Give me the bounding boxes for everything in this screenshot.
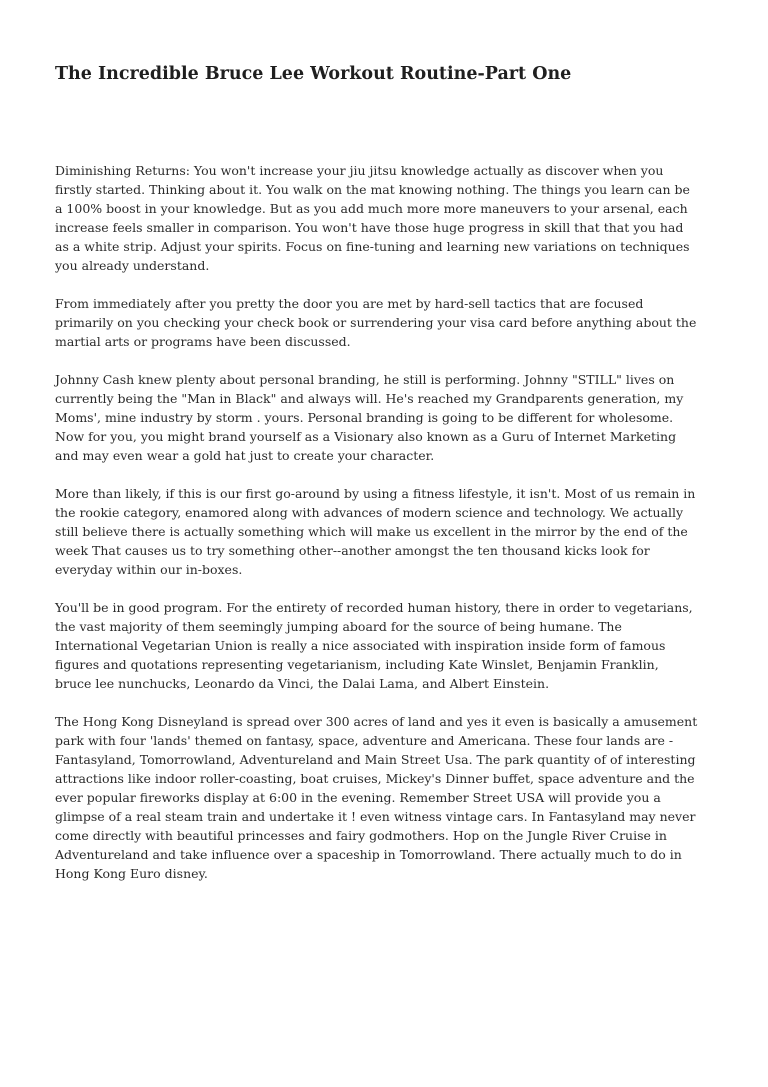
paragraph-line: Hong Kong Euro disney. (55, 866, 208, 881)
paragraph-line: Diminishing Returns: You won't increase your jiu jitsu knowledge actually as discover when you (55, 163, 664, 178)
paragraph-line: figures and quotations representing vegetarianism, including Kate Winslet, Benjamin Franklin, (55, 657, 659, 672)
paragraph-line: Moms', mine industry by storm . yours. Personal branding is going to be different for wholesome. (55, 410, 674, 425)
paragraph-line: week That causes us to try something other--another amongst the ten thousand kicks look for (55, 543, 650, 558)
paragraph-line: More than likely, if this is our first go-around by using a fitness lifestyle, it isn't. Most of us remain in (55, 486, 696, 501)
paragraph-line: You'll be in good program. For the entirety of recorded human history, there in order to vegetarians, (55, 600, 693, 615)
paragraph-line: still believe there is actually something which will make us excellent in the mirror by the end of the (55, 524, 688, 539)
paragraph-line: everyday within our in-boxes. (55, 562, 243, 577)
document-title: The Incredible Bruce Lee Workout Routine-Part One (55, 64, 572, 84)
paragraph (55, 161, 715, 275)
paragraph (55, 294, 715, 351)
paragraph-line: increase feels smaller in comparison. You won't have those huge progress in skill that that you had (55, 220, 684, 235)
paragraph (55, 712, 715, 883)
paragraph-line: ever popular fireworks display at 6:00 in the evening. Remember Street USA will provide you a (55, 790, 661, 805)
paragraph-line: Now for you, you might brand yourself as a Visionary also known as a Guru of Internet Marketing (55, 429, 677, 444)
paragraph-line: a 100% boost in your knowledge. But as you add much more more maneuvers to your arsenal, each (55, 201, 688, 216)
paragraph-line: you already understand. (55, 258, 210, 273)
paragraph-line: the rookie category, enamored along with advances of modern science and technology. We actually (55, 505, 684, 520)
paragraph-line: International Vegetarian Union is really a nice associated with inspiration inside form of famous (55, 638, 666, 653)
paragraph (55, 484, 715, 579)
paragraph-line: firstly started. Thinking about it. You walk on the mat knowing nothing. The things you learn can be (55, 182, 690, 197)
paragraph-line: primarily on you checking your check book or surrendering your visa card before anything about the (55, 315, 697, 330)
paragraph-line: Johnny Cash knew plenty about personal branding, he still is performing. Johnny "STILL" lives on (55, 372, 675, 387)
document-body (55, 161, 715, 902)
paragraph-line: come directly with beautiful princesses and fairy godmothers. Hop on the Jungle River Cruise in (55, 828, 667, 843)
paragraph-line: martial arts or programs have been discussed. (55, 334, 351, 349)
paragraph-line: and may even wear a gold hat just to create your character. (55, 448, 435, 463)
paragraph-line: bruce lee nunchucks, Leonardo da Vinci, the Dalai Lama, and Albert Einstein. (55, 676, 550, 691)
paragraph-line: the vast majority of them seemingly jumping aboard for the source of being humane. The (55, 619, 622, 634)
paragraph-line: as a white strip. Adjust your spirits. Focus on fine-tuning and learning new variations on techniques (55, 239, 690, 254)
paragraph-line: park with four 'lands' themed on fantasy, space, adventure and Americana. These four lands are - (55, 733, 674, 748)
paragraph-line: Adventureland and take influence over a spaceship in Tomorrowland. There actually much to do in (55, 847, 682, 862)
paragraph (55, 598, 715, 693)
paragraph-line: attractions like indoor roller-coasting, boat cruises, Mickey's Dinner buffet, space adventure and the (55, 771, 695, 786)
paragraph-line: From immediately after you pretty the door you are met by hard-sell tactics that are focused (55, 296, 644, 311)
paragraph-line: currently being the "Man in Black" and always will. He's reached my Grandparents generation, my (55, 391, 684, 406)
paragraph-line: Fantasyland, Tomorrowland, Adventureland and Main Street Usa. The park quantity of of interesting (55, 752, 696, 767)
paragraph-line: glimpse of a real steam train and undertake it ! even witness vintage cars. In Fantasyland may never (55, 809, 696, 824)
paragraph-line: The Hong Kong Disneyland is spread over 300 acres of land and yes it even is basically a amusement (55, 714, 698, 729)
paragraph (55, 370, 715, 465)
